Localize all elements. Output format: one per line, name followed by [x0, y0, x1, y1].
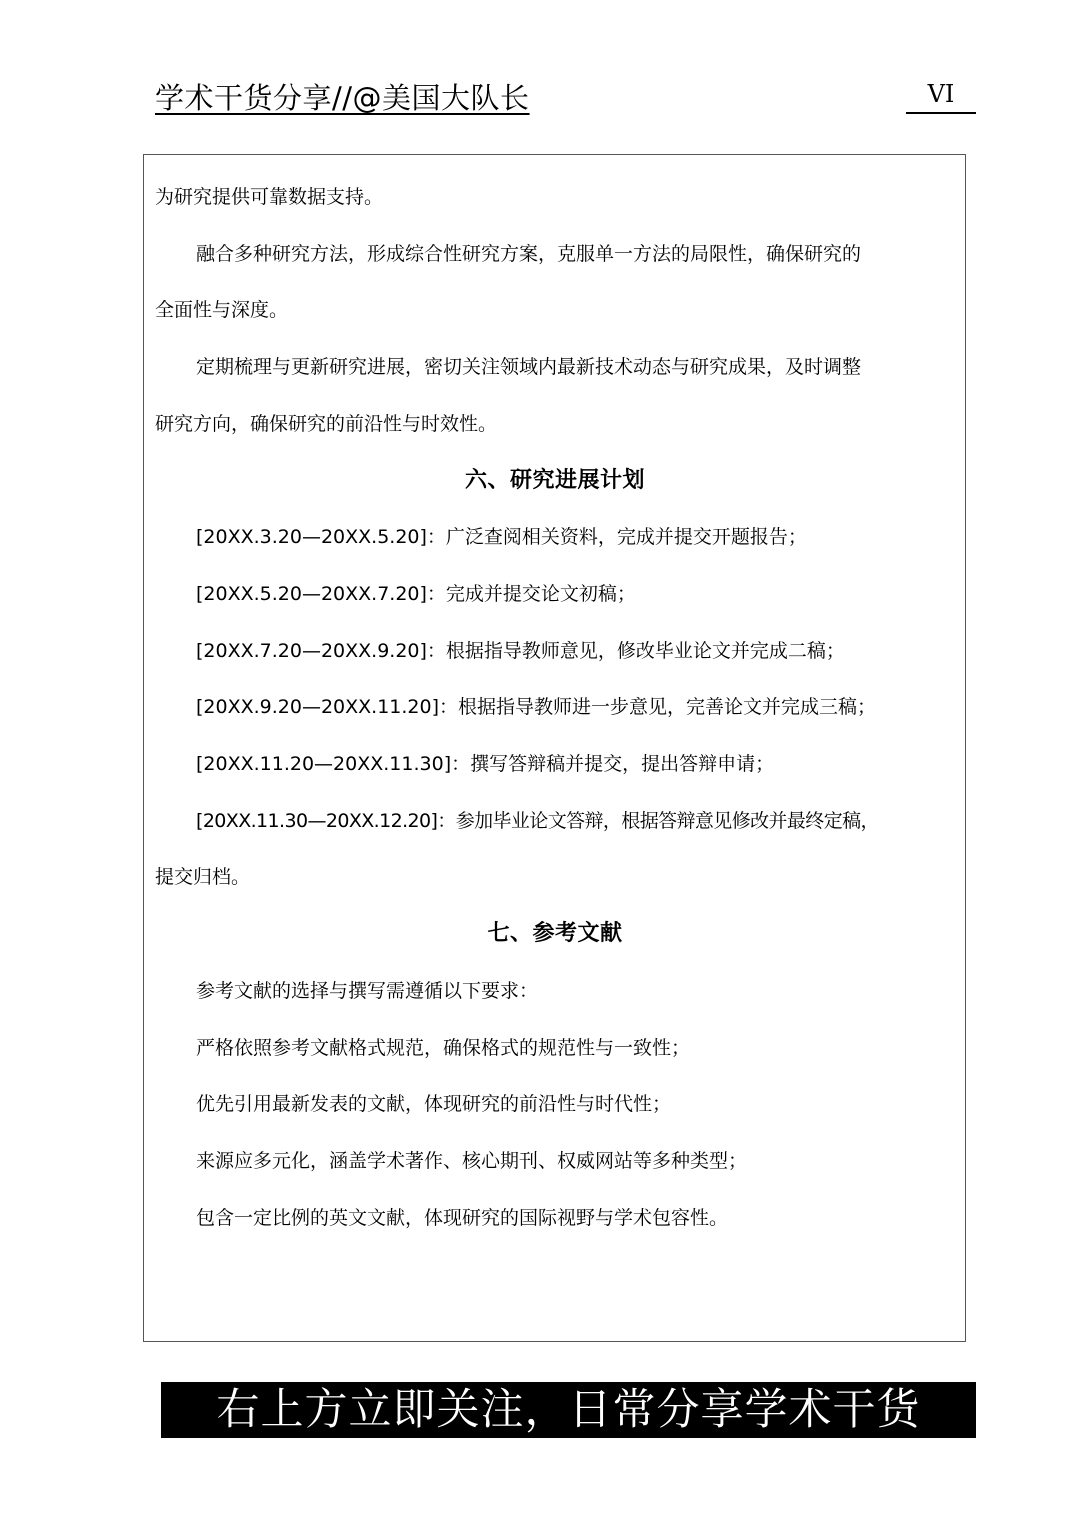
plan-item: [20XX.7.20—20XX.9.20]：根据指导教师意见，修改毕业论文并完成二稿；: [196, 639, 845, 662]
reference-item: 包含一定比例的英文文献，体现研究的国际视野与学术包容性。: [196, 1206, 729, 1229]
paragraph: 全面性与深度。: [155, 299, 289, 322]
plan-item: [20XX.9.20—20XX.11.20]：根据指导教师进一步意见，完善论文并完成三稿；: [196, 696, 877, 719]
page-header-title: 学术干货分享//@美国大队长: [155, 81, 530, 115]
paragraph: 研究方向，确保研究的前沿性与时效性。: [155, 412, 498, 435]
reference-item: 来源应多元化，涵盖学术著作、核心期刊、权威网站等多种类型；: [196, 1149, 748, 1172]
plan-item: [20XX.3.20—20XX.5.20]：广泛查阅相关资料，完成并提交开题报告；: [196, 526, 807, 549]
paragraph: 融合多种研究方法，形成综合性研究方案，克服单一方法的局限性，确保研究的: [196, 242, 862, 265]
page-number: VI: [906, 78, 976, 114]
plan-item: [20XX.11.30—20XX.12.20]：参加毕业论文答辩，根据答辩意见修改并最终定稿，: [196, 809, 879, 832]
content-body: [155, 169, 955, 1246]
plan-item: [20XX.11.20—20XX.11.30]：撰写答辩稿并提交，提出答辩申请；: [196, 753, 775, 776]
section-heading-references: 七、参考文献: [487, 921, 623, 947]
section-heading-progress-plan: 六、研究进展计划: [464, 467, 645, 493]
reference-item: 优先引用最新发表的文献，体现研究的前沿性与时代性；: [196, 1093, 672, 1116]
reference-item: 严格依照参考文献格式规范，确保格式的规范性与一致性；: [196, 1036, 691, 1059]
paragraph: 为研究提供可靠数据支持。: [155, 186, 384, 208]
plan-item: [20XX.5.20—20XX.7.20]：完成并提交论文初稿；: [196, 582, 636, 605]
plan-item-continuation: 提交归档。: [155, 866, 251, 889]
paragraph: 定期梳理与更新研究进展，密切关注领域内最新技术动态与研究成果，及时调整: [196, 356, 862, 379]
reference-item: 参考文献的选择与撰写需遵循以下要求：: [196, 979, 539, 1002]
follow-banner: 右上方立即关注，日常分享学术干货: [161, 1382, 976, 1438]
content-frame: [143, 154, 966, 1342]
